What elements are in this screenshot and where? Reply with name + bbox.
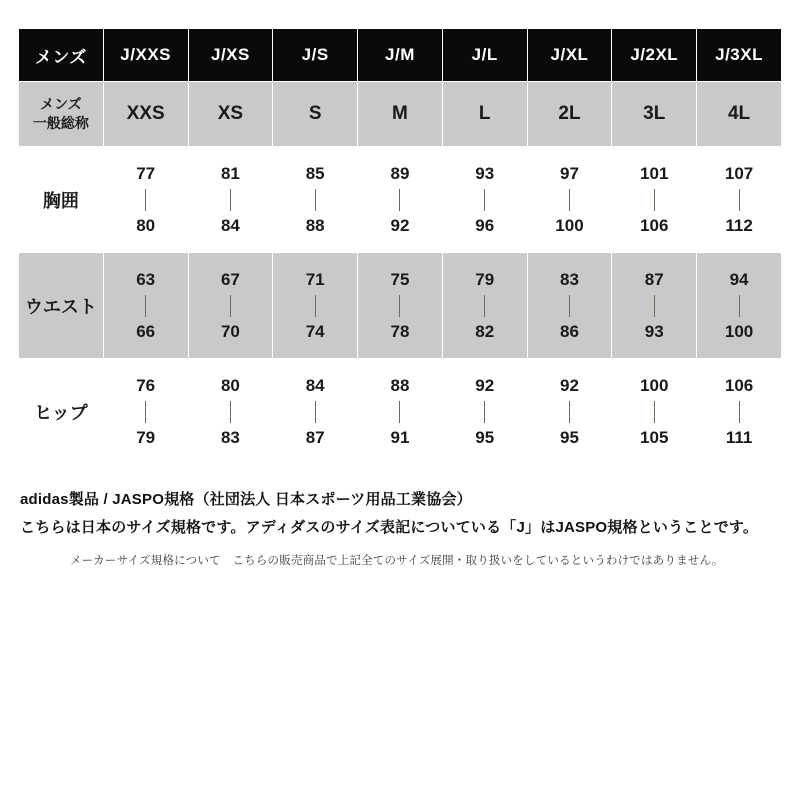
general-name-6: 3L bbox=[612, 82, 697, 147]
chest-cell-6 bbox=[612, 147, 697, 253]
size-table bbox=[18, 28, 782, 465]
hip-cell-4 bbox=[442, 359, 527, 465]
table-row-waist bbox=[19, 253, 782, 359]
range-max: 96 bbox=[475, 215, 495, 235]
range-value bbox=[358, 376, 442, 447]
range-separator-icon bbox=[399, 189, 400, 211]
range-separator-icon bbox=[315, 189, 316, 211]
range-max: 80 bbox=[136, 215, 156, 235]
range-separator-icon bbox=[484, 401, 485, 423]
header-size-0: J/XXS bbox=[103, 29, 188, 82]
range-value bbox=[189, 376, 273, 447]
range-separator-icon bbox=[230, 295, 231, 317]
range-value bbox=[443, 164, 527, 235]
range-max: 74 bbox=[305, 321, 325, 341]
range-min: 76 bbox=[136, 375, 156, 395]
waist-cell-2 bbox=[273, 253, 358, 359]
header-size-5: J/XL bbox=[527, 29, 612, 82]
range-min: 107 bbox=[724, 163, 754, 183]
range-value bbox=[358, 164, 442, 235]
range-min: 80 bbox=[220, 375, 240, 395]
range-separator-icon bbox=[484, 295, 485, 317]
hip-cell-6 bbox=[612, 359, 697, 465]
range-separator-icon bbox=[399, 401, 400, 423]
range-value bbox=[612, 164, 696, 235]
range-min: 79 bbox=[475, 269, 495, 289]
general-name-label-line2: 一般総称 bbox=[32, 115, 89, 131]
hip-cell-2 bbox=[273, 359, 358, 465]
hip-cell-5 bbox=[527, 359, 612, 465]
chest-cell-3 bbox=[358, 147, 443, 253]
table-row-chest bbox=[19, 147, 782, 253]
range-value bbox=[273, 376, 357, 447]
waist-cell-5 bbox=[527, 253, 612, 359]
range-value bbox=[273, 164, 357, 235]
range-separator-icon bbox=[654, 189, 655, 211]
range-value bbox=[528, 164, 612, 235]
range-value bbox=[273, 270, 357, 341]
range-separator-icon bbox=[654, 401, 655, 423]
range-separator-icon bbox=[145, 189, 146, 211]
range-separator-icon bbox=[569, 401, 570, 423]
range-max: 66 bbox=[136, 321, 156, 341]
chest-cell-1 bbox=[188, 147, 273, 253]
range-value bbox=[528, 270, 612, 341]
general-name-row bbox=[19, 82, 782, 147]
range-value bbox=[612, 270, 696, 341]
range-separator-icon bbox=[484, 189, 485, 211]
general-name-0: XXS bbox=[103, 82, 188, 147]
range-separator-icon bbox=[145, 295, 146, 317]
range-min: 81 bbox=[220, 163, 240, 183]
range-max: 84 bbox=[220, 215, 240, 235]
range-max: 92 bbox=[390, 215, 410, 235]
range-max: 100 bbox=[724, 321, 754, 341]
chest-cell-5 bbox=[527, 147, 612, 253]
range-max: 70 bbox=[220, 321, 240, 341]
range-min: 100 bbox=[640, 375, 669, 395]
range-max: 83 bbox=[220, 427, 240, 447]
range-separator-icon bbox=[315, 295, 316, 317]
waist-cell-6 bbox=[612, 253, 697, 359]
range-min: 92 bbox=[475, 375, 495, 395]
range-min: 94 bbox=[729, 269, 749, 289]
range-value bbox=[189, 270, 273, 341]
general-name-4: L bbox=[442, 82, 527, 147]
range-min: 71 bbox=[305, 269, 325, 289]
header-size-2: J/S bbox=[273, 29, 358, 82]
chest-cell-0 bbox=[103, 147, 188, 253]
range-separator-icon bbox=[739, 295, 740, 317]
header-size-6: J/2XL bbox=[612, 29, 697, 82]
range-separator-icon bbox=[569, 295, 570, 317]
range-min: 63 bbox=[136, 269, 156, 289]
waist-cell-4 bbox=[442, 253, 527, 359]
header-corner-label: メンズ bbox=[19, 29, 104, 82]
waist-cell-0 bbox=[103, 253, 188, 359]
header-size-1: J/XS bbox=[188, 29, 273, 82]
range-value bbox=[104, 376, 188, 447]
range-min: 87 bbox=[644, 269, 664, 289]
range-max: 87 bbox=[305, 427, 325, 447]
notes-block bbox=[20, 488, 784, 537]
range-min: 97 bbox=[560, 163, 579, 183]
waist-cell-1 bbox=[188, 253, 273, 359]
general-name-7: 4L bbox=[697, 82, 782, 147]
range-separator-icon bbox=[230, 401, 231, 423]
range-separator-icon bbox=[315, 401, 316, 423]
range-value bbox=[697, 164, 781, 235]
size-table-container bbox=[18, 28, 782, 465]
chest-cell-2 bbox=[273, 147, 358, 253]
hip-cell-7 bbox=[697, 359, 782, 465]
range-separator-icon bbox=[739, 189, 740, 211]
row-label-waist: ウエスト bbox=[19, 253, 104, 359]
range-separator-icon bbox=[739, 401, 740, 423]
range-min: 88 bbox=[390, 375, 410, 395]
range-value bbox=[189, 164, 273, 235]
range-max: 79 bbox=[136, 427, 156, 447]
range-max: 82 bbox=[475, 321, 495, 341]
header-size-4: J/L bbox=[442, 29, 527, 82]
general-name-label-line1: メンズ bbox=[40, 96, 82, 113]
range-max: 78 bbox=[390, 321, 410, 341]
range-max: 105 bbox=[640, 427, 669, 447]
range-min: 93 bbox=[475, 163, 495, 183]
range-max: 95 bbox=[475, 427, 495, 447]
range-min: 89 bbox=[390, 163, 410, 183]
note-line-standard: adidas製品 / JASPO規格（社団法人 日本スポーツ用品工業協会） bbox=[20, 491, 472, 508]
row-label-chest: 胸囲 bbox=[19, 147, 104, 253]
range-max: 111 bbox=[725, 427, 753, 447]
range-max: 100 bbox=[555, 215, 584, 235]
range-max: 93 bbox=[644, 321, 664, 341]
waist-cell-7 bbox=[697, 253, 782, 359]
chest-cell-7 bbox=[697, 147, 782, 253]
hip-cell-0 bbox=[103, 359, 188, 465]
range-min: 92 bbox=[560, 375, 579, 395]
range-value bbox=[443, 270, 527, 341]
general-name-label bbox=[19, 82, 104, 147]
table-header-row bbox=[19, 29, 782, 82]
range-min: 84 bbox=[305, 375, 325, 395]
range-value bbox=[697, 270, 781, 341]
range-separator-icon bbox=[569, 189, 570, 211]
range-value bbox=[104, 270, 188, 341]
range-separator-icon bbox=[399, 295, 400, 317]
range-separator-icon bbox=[654, 295, 655, 317]
header-size-3: J/M bbox=[358, 29, 443, 82]
range-separator-icon bbox=[145, 401, 146, 423]
range-value bbox=[443, 376, 527, 447]
range-value bbox=[358, 270, 442, 341]
waist-cell-3 bbox=[358, 253, 443, 359]
range-max: 95 bbox=[560, 427, 579, 447]
range-min: 75 bbox=[390, 269, 410, 289]
range-max: 112 bbox=[725, 215, 753, 235]
range-max: 86 bbox=[560, 321, 579, 341]
general-name-1: XS bbox=[188, 82, 273, 147]
row-label-hip: ヒップ bbox=[19, 359, 104, 465]
range-max: 91 bbox=[390, 427, 410, 447]
range-min: 67 bbox=[220, 269, 240, 289]
range-value bbox=[697, 376, 781, 447]
range-min: 106 bbox=[724, 375, 754, 395]
range-min: 83 bbox=[560, 269, 579, 289]
range-separator-icon bbox=[230, 189, 231, 211]
general-name-5: 2L bbox=[527, 82, 612, 147]
chest-cell-4 bbox=[442, 147, 527, 253]
header-size-7: J/3XL bbox=[697, 29, 782, 82]
note-line-description: こちらは日本のサイズ規格です。アディダスのサイズ表記についている「J」はJASPO規格ということです。 bbox=[20, 519, 759, 536]
range-value bbox=[528, 376, 612, 447]
general-name-2: S bbox=[273, 82, 358, 147]
note-line-disclaimer: メーカーサイズ規格について こちらの販売商品で上記全てのサイズ展開・取り扱いをしているというわけではありません。 bbox=[70, 555, 724, 567]
hip-cell-1 bbox=[188, 359, 273, 465]
range-min: 85 bbox=[305, 163, 325, 183]
table-row-hip bbox=[19, 359, 782, 465]
hip-cell-3 bbox=[358, 359, 443, 465]
range-min: 77 bbox=[136, 163, 156, 183]
range-value bbox=[612, 376, 696, 447]
range-value bbox=[104, 164, 188, 235]
general-name-3: M bbox=[358, 82, 443, 147]
range-max: 88 bbox=[305, 215, 325, 235]
range-min: 101 bbox=[640, 163, 669, 183]
range-max: 106 bbox=[640, 215, 669, 235]
